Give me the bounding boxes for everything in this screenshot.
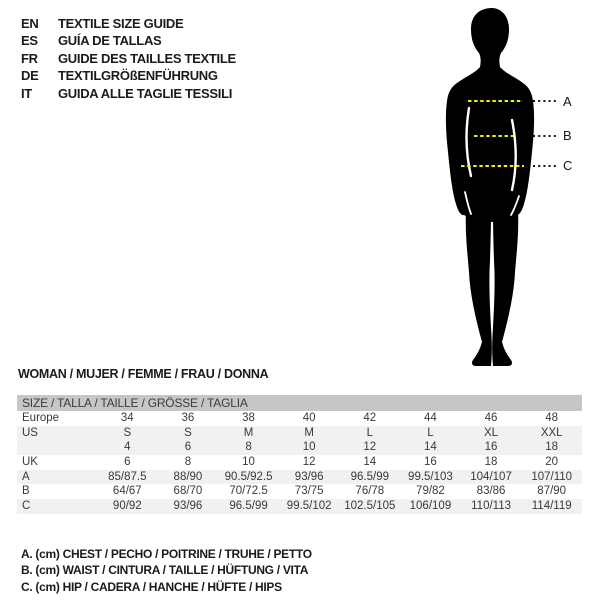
row-cell: L [366,426,374,439]
row-cell: 14 [424,441,437,454]
language-code: DE [21,68,39,84]
row-cell: 6 [124,456,131,469]
woman-silhouette-body [446,8,534,222]
language-label: GUIDE DES TAILLES TEXTILE [58,50,236,66]
language-label: GUIDA ALLE TAGLIE TESSILI [58,85,233,101]
row-cell: 12 [363,441,377,454]
size-table-header: SIZE / TALLA / TAILLE / GRÖSSE / TAGLIA [17,395,582,411]
row-cell: 46 [484,412,498,424]
row-cell: 10 [242,456,255,469]
row-label [17,440,97,455]
row-cell: 18 [484,456,498,469]
language-label: GUÍA DE TALLAS [58,33,162,49]
row-cell: M [304,426,314,439]
row-cell: 99.5/102 [286,500,332,513]
size-table [17,395,582,514]
row-cell: 6 [184,441,192,454]
section-title-woman: WOMAN / MUJER / FEMME / FRAU / DONNA [18,367,269,381]
row-cell: 70/72.5 [229,485,268,498]
table-row [17,426,582,441]
row-cell: 99.5/103 [408,470,453,483]
row-label: B [22,485,30,498]
row-cell: 73/75 [294,485,324,498]
table-row [17,484,582,499]
row-cell: 4 [124,441,131,454]
row-cell: 8 [184,456,192,469]
row-cell: 34 [120,412,134,424]
row-cell: S [123,426,132,439]
legend-chest: A. (cm) CHEST / PECHO / POITRINE / TRUHE / PETTO [21,547,312,561]
row-cell: 36 [181,412,195,424]
row-cell: 93/96 [294,470,324,483]
row-cell: M [243,426,254,439]
row-cell: 90.5/92.5 [224,470,273,483]
row-cell: 48 [545,412,559,424]
woman-silhouette-right-leg [492,210,518,366]
language-label: TEXTILGRÖßENFÜHRUNG [58,68,218,84]
row-label: A [22,470,30,483]
row-cell: 85/87.5 [108,470,147,483]
row-label: C [22,500,31,513]
language-code: IT [21,85,32,101]
row-cell: 10 [302,441,316,454]
row-cell: 90/92 [112,500,142,513]
row-cell: 76/78 [355,485,385,498]
row-cell: 114/119 [531,500,572,513]
row-cell: 93/96 [173,500,203,513]
row-label: Europe [22,412,60,424]
row-cell: 14 [363,456,377,469]
legend-waist: B. (cm) WAIST / CINTURA / TAILLE / HÜFTUNG / VITA [21,563,309,578]
language-code: EN [21,16,39,31]
row-cell: 83/86 [476,485,506,498]
woman-silhouette-left-leg [466,210,492,366]
row-cell: XL [484,426,499,439]
row-cell: 106/109 [409,500,452,513]
row-cell: 88/90 [173,470,203,483]
measure-letter-a: A [563,94,572,109]
row-cell: 107/110 [531,470,573,483]
row-cell: 42 [363,412,377,424]
language-code: ES [21,33,38,49]
row-cell: S [184,426,192,439]
row-cell: 68/70 [173,485,203,498]
table-row [17,470,582,485]
row-cell: 96.5/99 [229,500,268,513]
row-cell: 102.5/105 [344,500,396,513]
row-cell: 40 [302,412,316,424]
row-cell: 104/107 [470,470,512,483]
row-cell: 87/90 [537,485,567,498]
row-cell: 44 [424,412,437,424]
row-cell: 16 [484,441,498,454]
language-code: FR [21,50,38,66]
table-row [17,455,582,470]
table-row [17,411,582,426]
language-label: TEXTILE SIZE GUIDE [58,16,184,31]
row-cell: 18 [545,441,559,454]
row-cell: 12 [302,456,316,469]
row-cell: L [427,426,434,439]
row-cell: 79/82 [416,485,445,498]
row-cell: 96.5/99 [350,470,389,483]
row-label: US [22,426,38,439]
row-cell: 20 [545,456,559,469]
legend-hip: C. (cm) HIP / CADERA / HANCHE / HÜFTE / HIPS [21,579,282,594]
row-cell: 16 [424,456,437,469]
row-label: UK [22,456,38,469]
row-cell: 110/113 [471,500,511,513]
row-cell: 64/67 [112,485,142,498]
measurement-legend [21,546,312,595]
row-cell: 38 [242,412,255,424]
table-row [17,499,582,514]
row-cell: XXL [540,426,563,439]
row-cell: 8 [245,441,252,454]
measure-letter-c: C [563,158,573,173]
measure-letter-b: B [563,128,572,143]
table-row [17,440,582,455]
